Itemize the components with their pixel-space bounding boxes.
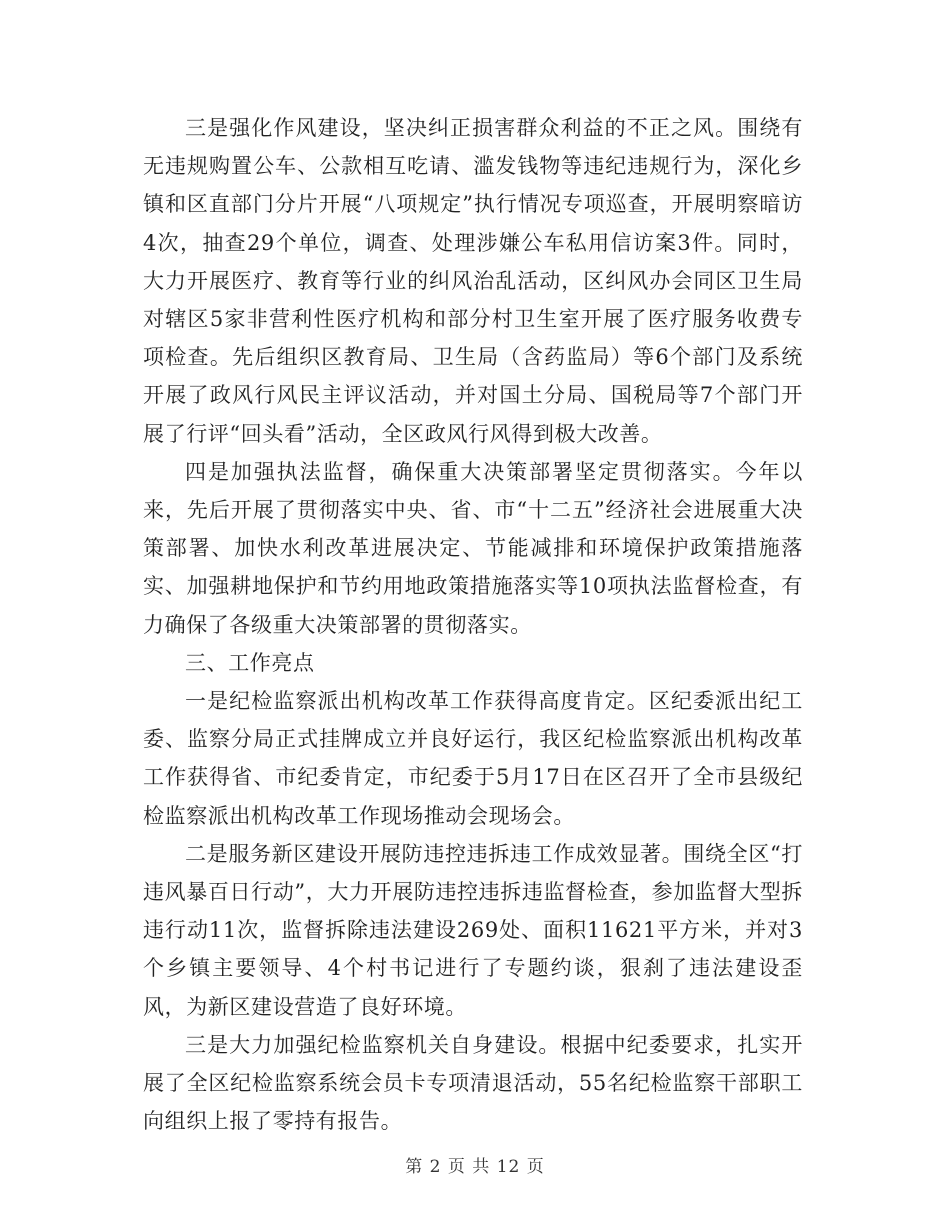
- section-heading-highlights: 三、工作亮点: [185, 650, 315, 675]
- paragraph-self-construction: 三是大力加强纪检监察机关自身建设。根据中纪委要求，扎实开展了全区纪检监察系统会员卡专项清退活动，55名纪检监察干部职工向组织上报了零持有报告。: [143, 1032, 803, 1134]
- paragraph-style-rectification: 三是强化作风建设，坚决纠正损害群众利益的不正之风。围绕有无违规购置公车、公款相互吃请、滥发钱物等违纪违规行为，深化乡镇和区直部门分片开展“八项规定”执行情况专项巡查，开展明察暗访4次，抽查29个单位，调查、处理涉嫌公车私用信访案3件。同时，大力开展医疗、教育等行业的纠风治乱活动，区纠风办会同区卫生局对辖区5家非营利性医疗机构和部分村卫生室开展了医疗服务收费专项检查。先后组织区教育局、卫生局（含药监局）等6个部门及系统开展了政风行风民主评议活动，并对国土分局、国税局等7个部门开展了行评“回头看”活动，全区政风行风得到极大改善。: [143, 116, 803, 446]
- paragraph-law-enforcement-supervision: 四是加强执法监督，确保重大决策部署坚定贯彻落实。今年以来，先后开展了贯彻落实中央、省、市“十二五”经济社会进展重大决策部署、加快水利改革进展决定、节能减排和环境保护政策措施落实、加强耕地保护和节约用地政策措施落实等10项执法监督检查，有力确保了各级重大决策部署的贯彻落实。: [143, 459, 803, 637]
- page-number-footer: 第 2 页 共 12 页: [405, 1157, 545, 1177]
- paragraph-illegal-construction: 二是服务新区建设开展防违控违拆违工作成效显著。围绕全区“打违风暴百日行动”，大力开展防违控违拆违监督检查，参加监督大型拆违行动11次，监督拆除违法建设269处、面积11621平方米，并对3个乡镇主要领导、4个村书记进行了专题约谈，狠刹了违法建设歪风，为新区建设营造了良好环境。: [143, 841, 803, 1019]
- document-body: [143, 109, 803, 1140]
- paragraph-agency-reform: 一是纪检监察派出机构改革工作获得高度肯定。区纪委派出纪工委、监察分局正式挂牌成立并良好运行，我区纪检监察派出机构改革工作获得省、市纪委肯定，市纪委于5月17日在区召开了全市县级纪检监察派出机构改革工作现场推动会现场会。: [143, 689, 803, 828]
